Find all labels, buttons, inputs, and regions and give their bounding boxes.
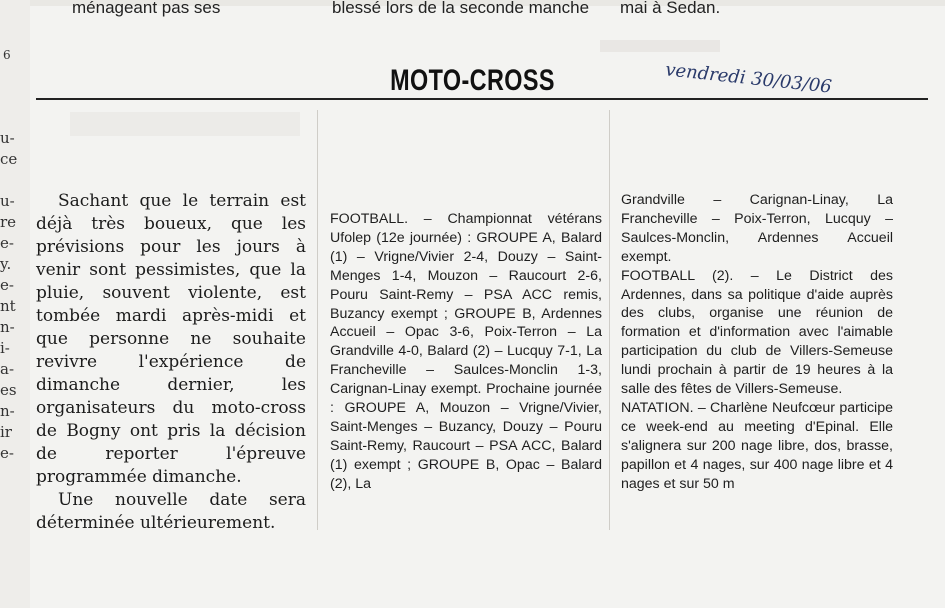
margin-fragment: u- [0,192,15,210]
margin-fragment: ce [0,150,18,168]
bleed-through [70,112,300,136]
margin-fragment: es [0,381,17,399]
page-number: 6 [3,48,11,62]
article-title: MOTO-CROSS [390,64,555,97]
sports-briefs-column-1 [330,210,602,494]
margin-fragment: n- [0,318,15,336]
top-strip-col2: blessé lors de la seconde manche [332,0,590,17]
margin-fragment: ir [0,423,12,441]
margin-fragment [0,170,28,191]
margin-fragment: e- [0,234,14,252]
margin-fragment: re [0,213,17,231]
brief-paragraph: FOOTBALL (2). – Le District des Ardennes, dans sa politique d'aide auprès des clubs, organise une réunion de formation et d'information avec l'aimable participation du club de Villers-Semeuse lundi prochain à partir de 19 heures à la salle des fêtes de Villers-Semeuse. [621,267,893,398]
column-divider [317,110,318,530]
bleed-through [600,40,720,52]
previous-article-strip [30,0,945,36]
margin-fragment: n- [0,402,15,420]
column-divider [609,110,610,530]
brief-paragraph: FOOTBALL. – Championnat vétérans Ufolep (12e journée) : GROUPE A, Balard (1) – Vrigne/Vivier 2-4, Douzy – Saint-Menges 1-4, Mouzon – Raucourt 2-6, Pouru Saint-Remy – PSA ACC remis, Buzancy exempt ; GROUPE B, Ardennes Accueil – Opac 3-6, Poix-Terron – La Grandville 4-0, Balard (2) – Lucquy 7-1, La Francheville – Saulces-Monclin 1-3, Carignan-Linay exempt. Prochaine journée : GROUPE A, Mouzon – Vrigne/Vivier, Saint-Menges – Buzancy, Douzy – Pouru Saint-Remy, Raucourt – PSA ACC, Balard (1) exempt ; GROUPE B, Opac – Balard (2), La [330,211,602,492]
article-paragraph: Sachant que le terrain est déjà très boueux, que les prévisions pour les jours à venir sont pessimistes, que la pluie, souvent violente, est tombée mardi après-midi et que personne ne souhaite revivre l'expérience de dimanche dernier, les organisateurs du moto-cross de Bogny ont pris la décision de reporter l'épreuve programmée dimanche. [36,191,306,487]
article-paragraph: Une nouvelle date sera déterminée ultérieurement. [36,490,306,533]
sports-briefs-column-2 [621,191,893,494]
handwritten-date: vendredi 30/03/06 [664,59,833,98]
margin-fragment: e- [0,444,14,462]
moto-cross-article [36,190,306,535]
margin-fragment: y. [0,255,12,273]
margin-fragment: e- [0,276,14,294]
top-strip-col1: ménageant pas ses [72,0,221,17]
margin-fragment: a- [0,360,15,378]
brief-paragraph: Grandville – Carignan-Linay, La Francheville – Poix-Terron, Lucquy – Saulces-Monclin, Ardennes Accueil exempt. [621,192,893,265]
top-strip-col3: mai à Sedan. [620,0,721,17]
brief-paragraph: NATATION. – Charlène Neufcœur participe ce week-end au meeting d'Epinal. Elle s'alignera sur 200 nage libre, dos, brasse, papillon et 4 nages, sur 400 nage libre et 4 nages et sur 50 m [621,399,893,492]
margin-fragment: u- [0,129,15,147]
left-margin-fragments [0,128,28,464]
margin-fragment: nt [0,297,16,315]
title-rule [36,98,928,100]
margin-fragment: i- [0,339,10,357]
